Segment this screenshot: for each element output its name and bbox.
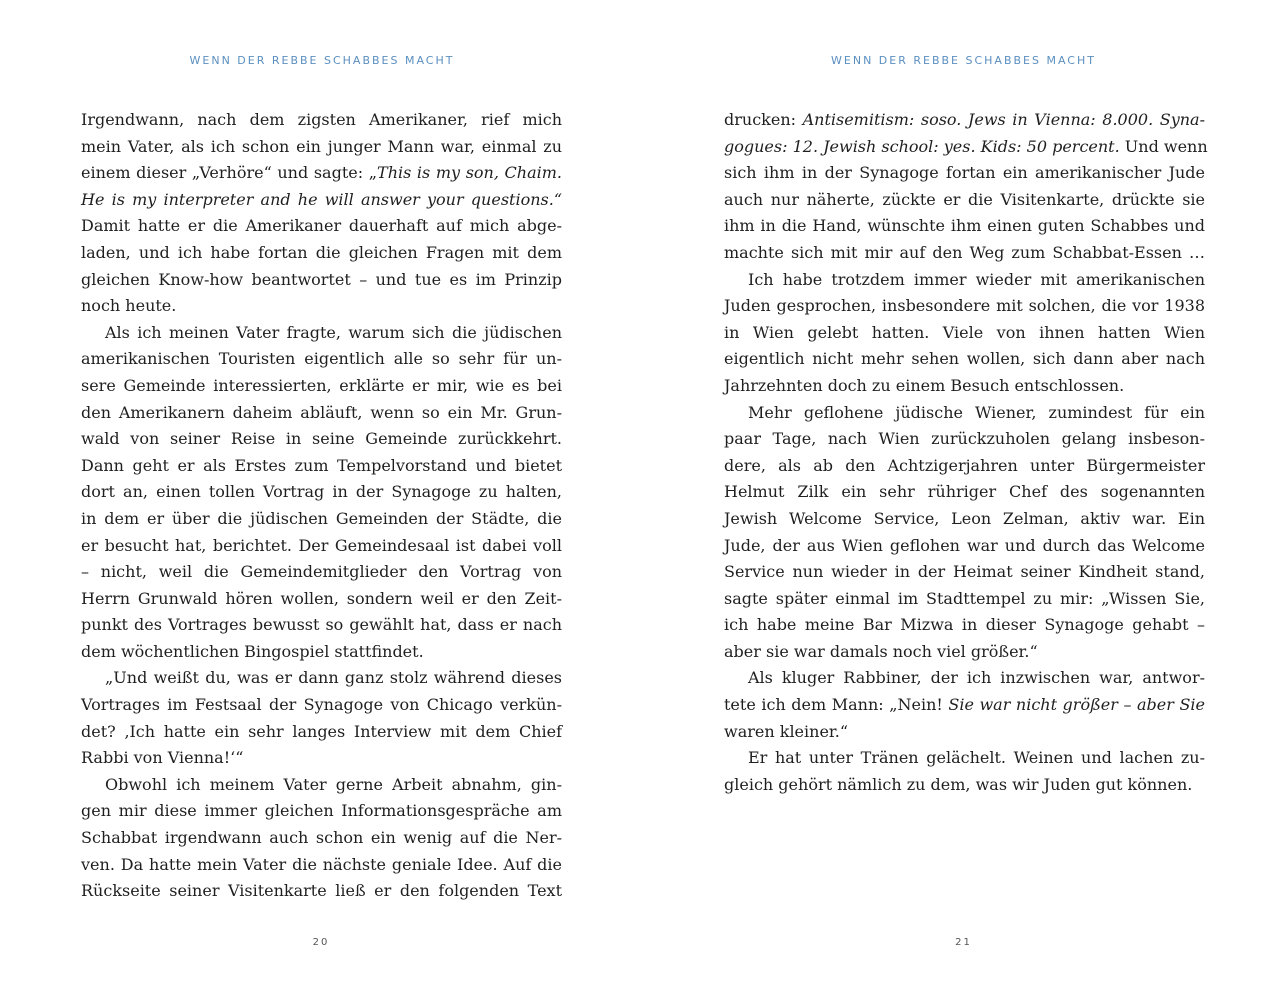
text-line: Damit hatte er die Amerikaner dauerhaft auf mich abge- (81, 216, 562, 236)
text-line: Schabbat irgendwann auch schon ein wenig auf die Ner- (81, 828, 562, 848)
text-line: Er hat unter Tränen gelächelt. Weinen und lachen zu- (748, 748, 1205, 768)
text-line (724, 692, 1205, 719)
text-run-italic: gogues: 12. Jewish school: yes. Kids: 50 percent. (724, 136, 1120, 156)
text-line-italic: He is my interpreter and he will answer your questions.“ (81, 189, 562, 209)
text-line: – nicht, weil die Gemeindemitglieder den Vortrag von (81, 562, 562, 582)
text-line: Jude, der aus Wien geflohen war und durch das Welcome (724, 535, 1205, 555)
text-line: ihm in die Hand, wünschte ihm einen guten Schabbes und (724, 216, 1205, 236)
text-line: dort an, einen tollen Vortrag in der Synagoge zu halten, (81, 482, 562, 502)
text-line: dem wöchentlichen Bingospiel stattfindet. (81, 641, 424, 661)
text-line: ven. Da hatte mein Vater die nächste geniale Idee. Auf die (81, 854, 562, 874)
body-text (81, 107, 562, 905)
text-line: Irgendwann, nach dem zigsten Amerikaner, rief mich (81, 110, 562, 129)
text-line (724, 134, 1208, 161)
text-line: ich habe meine Bar Mizwa in dieser Synagoge gehabt – (724, 615, 1205, 635)
text-line: in Wien gelebt hatten. Viele von ihnen hatten Wien (724, 322, 1205, 342)
left-page (0, 0, 642, 1000)
text-line: punkt des Vortrages bewusst so gewählt hat, dass er nach (81, 615, 562, 635)
text-run: drucken: (724, 110, 803, 129)
text-run: einem dieser „Verhöre“ und sagte: „ (81, 163, 378, 183)
text-line: det? ‚Ich hatte ein sehr langes Interview mit dem Chief (81, 721, 562, 741)
text-line (81, 187, 562, 214)
text-line: sagte später einmal im Stadttempel zu mir: „Wissen Sie, (724, 588, 1205, 608)
text-line: dere, als ab den Achtzigerjahren unter Bürgermeister (724, 455, 1205, 475)
text-line: eigentlich nicht mehr sehen wollen, sich dann aber nach (724, 349, 1205, 369)
text-line: Als kluger Rabbiner, der ich inzwischen war, antwor- (748, 668, 1205, 688)
text-line: Dann geht er als Erstes zum Tempelvorstand und bietet (81, 455, 562, 475)
text-line: den Amerikanern daheim abläuft, wenn so ein Mr. Grun- (81, 402, 562, 422)
text-line: gleichen Know-how beantwortet – und tue es im Prinzip (81, 269, 562, 289)
text-line: gleich gehört nämlich zu dem, was wir Juden gut können. (724, 774, 1193, 794)
text-line: Rabbi von Vienna!‘“ (81, 748, 244, 768)
text-line: mein Vater, als ich schon ein junger Mann war, einmal zu (81, 136, 562, 156)
text-line: Service nun wieder in der Heimat seiner Kindheit stand, (724, 562, 1205, 582)
text-line (724, 107, 1205, 134)
text-line-run (81, 163, 562, 182)
text-line: laden, und ich habe fortan die gleichen Fragen mit dem (81, 242, 562, 262)
text-line: Helmut Zilk ein sehr rühriger Chef des sogenannten (724, 482, 1205, 502)
text-line: in dem er über die jüdischen Gemeinden der Städte, die (81, 508, 562, 528)
text-line: noch heute. (81, 296, 177, 316)
text-line: er besucht hat, berichtet. Der Gemeindesaal ist dabei voll (81, 535, 562, 555)
text-line: sich ihm in der Synagoge fortan ein amerikanischer Jude (724, 163, 1205, 183)
text-run: tete ich dem Mann: „Nein! (724, 695, 949, 715)
page-number: 21 (955, 937, 972, 948)
text-run-italic: This is my son, Chaim. (377, 163, 562, 183)
text-line: wald von seiner Reise in seine Gemeinde zurückkehrt. (81, 429, 562, 449)
text-line: Als ich meinen Vater fragte, warum sich die jüdischen (105, 322, 562, 342)
text-line: Mehr geflohene jüdische Wiener, zumindest für ein (748, 402, 1205, 422)
text-line: „Und weißt du, was er dann ganz stolz während dieses (105, 668, 562, 688)
text-line: Herrn Grunwald hören wollen, sondern weil er den Zeit- (81, 588, 562, 608)
text-line: waren kleiner.“ (724, 721, 849, 741)
text-line: Obwohl ich meinem Vater gerne Arbeit abnahm, gin- (105, 774, 562, 794)
text-line (81, 160, 562, 187)
text-line: paar Tage, nach Wien zurückzuholen gelang insbeson- (724, 429, 1205, 449)
text-line: Juden gesprochen, insbesondere mit solchen, die vor 1938 (724, 296, 1205, 316)
text-run: Und wenn (1119, 136, 1208, 156)
text-line: Ich habe trotzdem immer wieder mit amerikanischen (748, 269, 1205, 289)
text-line: auch nur näherte, zückte er die Visitenkarte, drückte sie (724, 189, 1205, 209)
text-line: Jewish Welcome Service, Leon Zelman, aktiv war. Ein (724, 508, 1205, 528)
right-page (642, 0, 1285, 1000)
text-line: machte sich mit mir auf den Weg zum Schabbat-Essen … (724, 242, 1205, 262)
running-head: WENN DER REBBE SCHABBES MACHT (189, 54, 455, 67)
text-run-italic: Sie war nicht größer – aber Sie (948, 695, 1205, 715)
text-line: gen mir diese immer gleichen Informationsgespräche am (81, 801, 562, 821)
text-run-italic: Antisemitism: soso. Jews in Vienna: 8.000. Syna- (802, 110, 1205, 129)
running-head: WENN DER REBBE SCHABBES MACHT (831, 54, 1096, 67)
page-number: 20 (312, 937, 330, 948)
text-line: Vortrages im Festsaal der Synagoge von Chicago verkün- (81, 695, 562, 715)
text-line: sere Gemeinde interessierten, erklärte er mir, wie es bei (81, 375, 562, 395)
text-line: amerikanischen Touristen eigentlich alle so sehr für un- (81, 349, 562, 369)
body-text (724, 107, 1208, 798)
text-line: Rückseite seiner Visitenkarte ließ er den folgenden Text (81, 881, 562, 901)
text-line: aber sie war damals noch viel größer.“ (724, 641, 1038, 661)
text-line: Jahrzehnten doch zu einem Besuch entschlossen. (724, 375, 1125, 395)
